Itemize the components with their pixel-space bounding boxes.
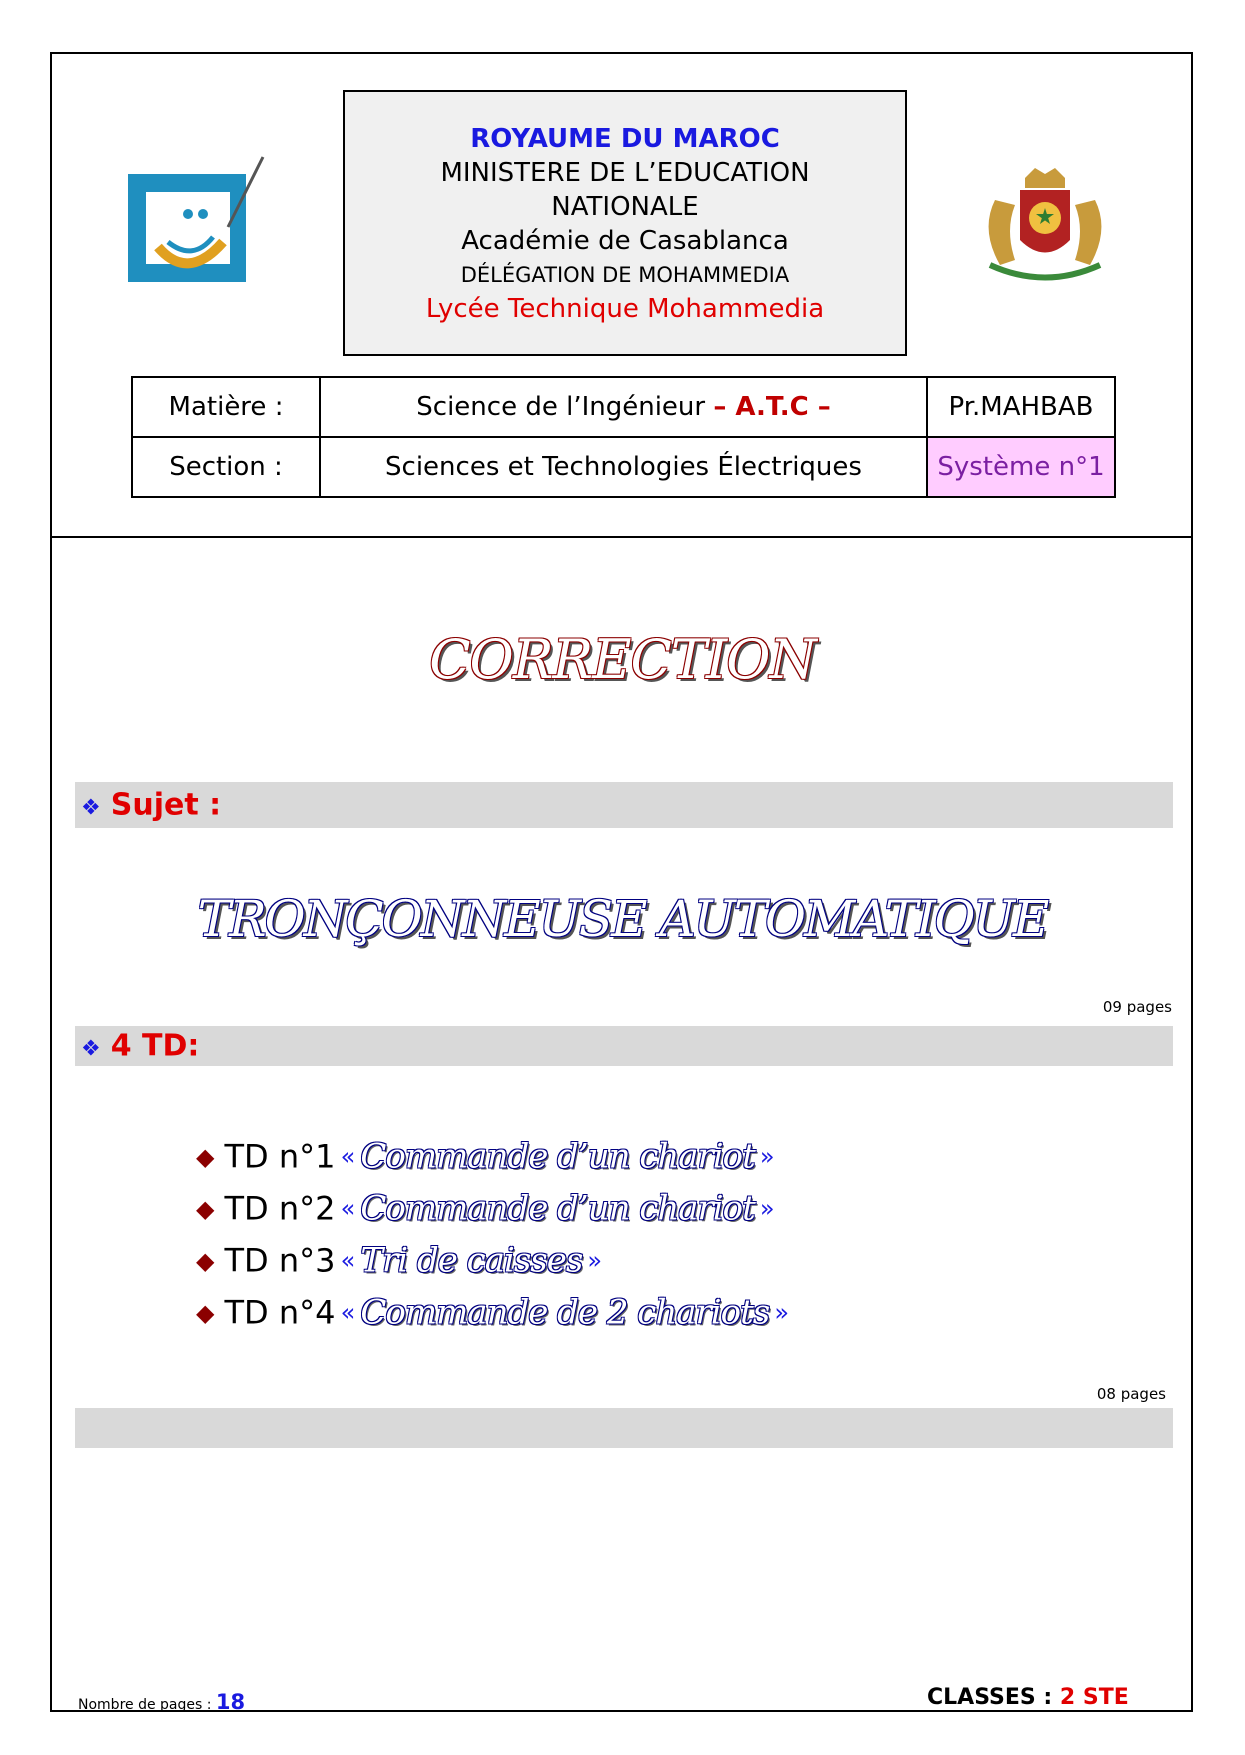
school-name: Lycée Technique Mohammedia bbox=[425, 294, 825, 324]
diamond-bullet-icon: ◆ bbox=[196, 1194, 215, 1223]
open-quote: « bbox=[340, 1246, 356, 1275]
diamond-bullet-icon: ◆ bbox=[196, 1298, 215, 1327]
sujet-heading bbox=[81, 788, 221, 823]
table-row bbox=[132, 377, 1115, 437]
td-title: Tri de caisses bbox=[360, 1240, 583, 1281]
sujet-page-count: 09 pages bbox=[1102, 998, 1172, 1016]
kingdom-name: ROYAUME DU MAROC bbox=[470, 124, 780, 154]
close-quote: » bbox=[759, 1194, 775, 1223]
footer-page-count bbox=[78, 1690, 245, 1714]
open-quote: « bbox=[340, 1142, 356, 1171]
td-number: TD n°3 bbox=[224, 1241, 336, 1280]
open-quote: « bbox=[340, 1194, 356, 1223]
list-item bbox=[196, 1130, 789, 1182]
td-title: Commande de 2 chariots bbox=[360, 1292, 770, 1333]
ministry-name-cont: NATIONALE bbox=[551, 192, 699, 222]
classes-label: CLASSES : bbox=[927, 1685, 1053, 1710]
td-number: TD n°4 bbox=[224, 1293, 336, 1332]
td-title: Commande d’un chariot bbox=[360, 1188, 755, 1229]
td-list bbox=[196, 1130, 789, 1338]
subject-value: Science de l’Ingénieur bbox=[416, 392, 706, 422]
page-title: CORRECTION bbox=[429, 628, 816, 691]
td-title: Commande d’un chariot bbox=[360, 1136, 755, 1177]
delegation-name: DÉLÉGATION DE MOHAMMEDIA bbox=[460, 263, 790, 287]
classes-value: 2 STE bbox=[1059, 1685, 1129, 1710]
list-item bbox=[196, 1234, 789, 1286]
pages-label: Nombre de pages : bbox=[78, 1697, 212, 1713]
diamond-bullet-icon: ◆ bbox=[196, 1142, 215, 1171]
subject-label: Matière : bbox=[132, 377, 320, 437]
pages-value: 18 bbox=[215, 1690, 246, 1714]
td-heading bbox=[81, 1029, 199, 1064]
td-label: 4 TD: bbox=[110, 1028, 200, 1064]
ministry-header-box bbox=[343, 90, 907, 356]
td-number: TD n°2 bbox=[224, 1189, 336, 1228]
system-number: Système n°1 bbox=[927, 437, 1115, 497]
diamond-bullet-icon: ◆ bbox=[196, 1246, 215, 1275]
header-separator bbox=[50, 536, 1193, 538]
td-page-count: 08 pages bbox=[1096, 1385, 1166, 1403]
section-value: Sciences et Technologies Électriques bbox=[320, 437, 927, 497]
academy-name: Académie de Casablanca bbox=[461, 226, 789, 256]
td-band bbox=[75, 1026, 1173, 1066]
close-quote: » bbox=[759, 1142, 775, 1171]
close-quote: » bbox=[587, 1246, 603, 1275]
ministry-logo bbox=[128, 152, 268, 292]
subject-title: TRONÇONNEUSE AUTOMATIQUE bbox=[197, 890, 1048, 948]
subject-cell bbox=[320, 377, 927, 437]
section-label: Section : bbox=[132, 437, 320, 497]
table-row bbox=[132, 437, 1115, 497]
sujet-label: Sujet : bbox=[110, 787, 222, 823]
close-quote: » bbox=[774, 1298, 790, 1327]
open-quote: « bbox=[340, 1298, 356, 1327]
empty-band bbox=[75, 1408, 1173, 1448]
td-number: TD n°1 bbox=[224, 1137, 336, 1176]
four-diamond-icon: ❖ bbox=[81, 1036, 101, 1062]
sujet-band bbox=[75, 782, 1173, 828]
subject-suffix: – A.T.C – bbox=[713, 392, 831, 422]
coat-of-arms-logo bbox=[970, 150, 1120, 290]
course-info-table bbox=[131, 376, 1116, 498]
list-item bbox=[196, 1182, 789, 1234]
footer-classes bbox=[927, 1685, 1129, 1710]
four-diamond-icon: ❖ bbox=[81, 795, 101, 821]
teacher-name: Pr.MAHBAB bbox=[927, 377, 1115, 437]
list-item bbox=[196, 1286, 789, 1338]
ministry-name: MINISTERE DE L’EDUCATION bbox=[440, 158, 810, 188]
